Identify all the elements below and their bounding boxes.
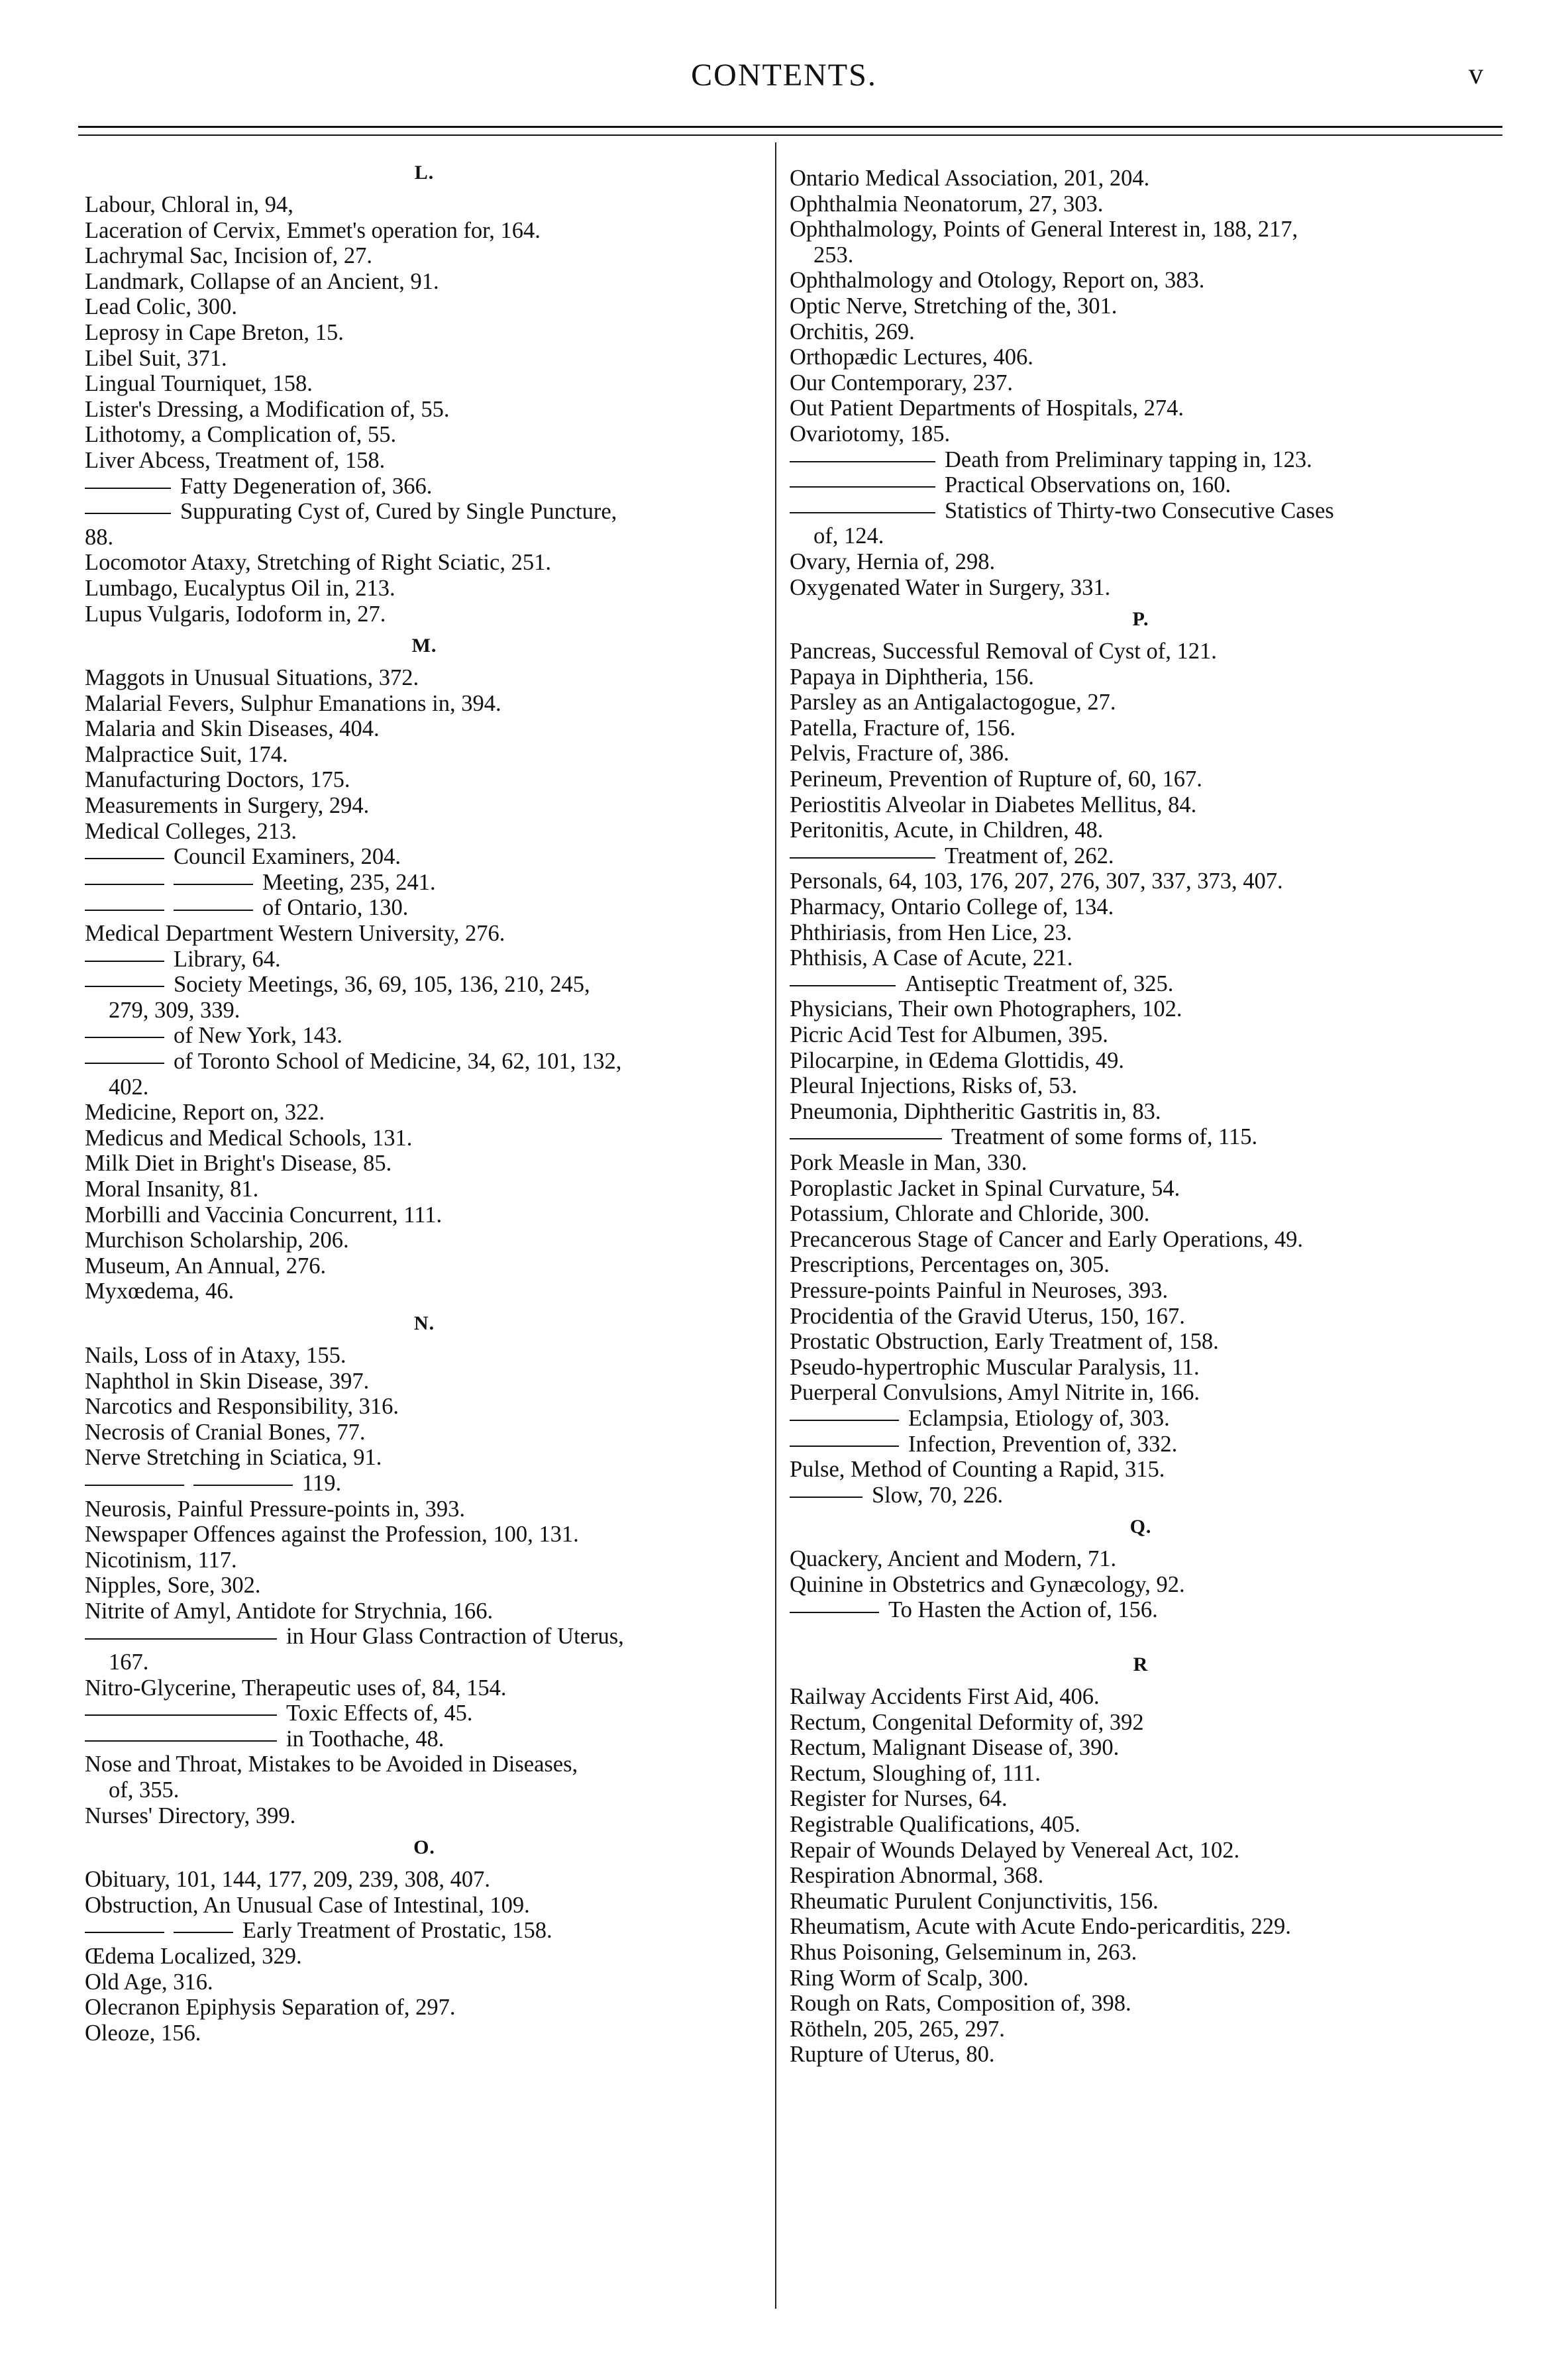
index-entry: Prostatic Obstruction, Early Treatment of, 158. (790, 1329, 1219, 1355)
index-entry: Milk Diet in Bright's Disease, 85. (85, 1151, 392, 1177)
ditto-dash (790, 512, 935, 513)
index-subentry: Treatment of, 262. (790, 843, 1492, 869)
index-entry: Rough on Rats, Composition of, 398. (790, 1991, 1131, 2017)
index-entry: Ophthalmology and Otology, Report on, 383. (790, 268, 1205, 293)
index-entry: Œdema Localized, 329. (85, 1944, 302, 1969)
section-heading-l: L. (414, 162, 435, 184)
ditto-dash (790, 1612, 879, 1613)
index-subentry: in Hour Glass Contraction of Uterus, (85, 1624, 764, 1650)
ditto-dash (85, 1932, 164, 1933)
index-entry: Phthisis, A Case of Acute, 221. (790, 945, 1073, 971)
index-entry: Potassium, Chlorate and Chloride, 300. (790, 1201, 1150, 1227)
left-column (85, 154, 764, 2046)
index-subentry: Fatty Degeneration of, 366. (85, 474, 764, 500)
ditto-dash (85, 1485, 184, 1486)
page-title: CONTENTS. (691, 58, 877, 93)
index-entry: Quackery, Ancient and Modern, 71. (790, 1546, 1117, 1572)
page-number: v (1469, 58, 1483, 90)
index-entry: Nicotinism, 117. (85, 1547, 237, 1573)
index-entry: Rötheln, 205, 265, 297. (790, 2016, 1005, 2042)
ditto-dash (790, 486, 935, 488)
index-entry: Lead Colic, 300. (85, 294, 237, 320)
index-entry: Pneumonia, Diphtheritic Gastritis in, 83. (790, 1098, 1161, 1124)
index-entry: Labour, Chloral in, 94, (85, 192, 293, 217)
index-entry: Malaria and Skin Diseases, 404. (85, 716, 380, 742)
index-entry: Quinine in Obstetrics and Gynæcology, 92. (790, 1571, 1185, 1597)
section-heading-q: Q. (1129, 1516, 1152, 1538)
ditto-dash (790, 985, 896, 986)
section-heading-r: R (1133, 1654, 1149, 1676)
index-subentry: of Ontario, 130. (85, 895, 764, 921)
index-entry: Pilocarpine, in Œdema Glottidis, 49. (790, 1047, 1124, 1073)
index-entry: Leprosy in Cape Breton, 15. (85, 319, 344, 345)
index-entry: Repair of Wounds Delayed by Venereal Act, 102. (790, 1837, 1240, 1863)
index-entry: Registrable Qualifications, 405. (790, 1812, 1080, 1838)
index-entry: Neurosis, Painful Pressure-points in, 393. (85, 1496, 466, 1522)
ditto-dash (174, 1932, 233, 1933)
index-entry: Nose and Throat, Mistakes to be Avoided in Diseases, (85, 1752, 578, 1777)
index-entry: Medicus and Medical Schools, 131. (85, 1125, 413, 1151)
index-entry: Ophthalmia Neonatorum, 27, 303. (790, 191, 1104, 217)
index-entry: Physicians, Their own Photographers, 102. (790, 996, 1182, 1022)
index-entry-continuation: 167. (109, 1650, 149, 1675)
ditto-dash (85, 884, 164, 885)
index-entry: Parsley as an Antigalactogogue, 27. (790, 690, 1116, 715)
index-entry: Myxœdema, 46. (85, 1279, 235, 1304)
index-entry: Oleoze, 156. (85, 2020, 201, 2046)
index-entry: Perineum, Prevention of Rupture of, 60, 167. (790, 766, 1202, 792)
index-entry: Rheumatism, Acute with Acute Endo-pericarditis, 229. (790, 1914, 1291, 1940)
index-subentry: Society Meetings, 36, 69, 105, 136, 210, 245, (85, 972, 764, 998)
index-subentry: Antiseptic Treatment of, 325. (790, 971, 1492, 997)
section-heading-m: M. (411, 635, 437, 657)
ditto-dash (174, 910, 253, 911)
index-subentry: Treatment of some forms of, 115. (790, 1124, 1492, 1150)
index-entry: Lingual Tourniquet, 158. (85, 371, 313, 397)
index-entry: Lister's Dressing, a Modification of, 55. (85, 396, 450, 422)
index-entry: Maggots in Unusual Situations, 372. (85, 665, 419, 691)
ditto-dash (790, 461, 935, 462)
ditto-dash (85, 961, 164, 962)
index-subentry: Toxic Effects of, 45. (85, 1701, 764, 1726)
index-entry: Papaya in Diphtheria, 156. (790, 664, 1034, 690)
ditto-dash (790, 1497, 862, 1498)
index-entry: Museum, An Annual, 276. (85, 1253, 327, 1279)
header-rule-bottom (78, 134, 1502, 136)
index-subentry: Infection, Prevention of, 332. (790, 1432, 1492, 1457)
index-entry: Lupus Vulgaris, Iodoform in, 27. (85, 601, 386, 627)
ditto-dash (85, 1638, 277, 1640)
index-entry: Orthopædic Lectures, 406. (790, 344, 1033, 370)
index-entry: Malpractice Suit, 174. (85, 741, 288, 767)
index-subentry: of Toronto School of Medicine, 34, 62, 101, 132, (85, 1049, 764, 1075)
ditto-dash (85, 1037, 164, 1038)
index-entry: Pseudo-hypertrophic Muscular Paralysis, 11. (790, 1354, 1200, 1380)
index-entry: Murchison Scholarship, 206. (85, 1228, 349, 1253)
index-entry-continuation: of, 355. (109, 1777, 180, 1803)
index-entry: Ovariotomy, 185. (790, 421, 951, 447)
index-entry: Register for Nurses, 64. (790, 1786, 1008, 1812)
column-divider (775, 142, 776, 2309)
index-entry: Our Contemporary, 237. (790, 370, 1013, 395)
ditto-dash (85, 1740, 277, 1742)
index-entry: Libel Suit, 371. (85, 345, 227, 371)
index-entry: Ophthalmology, Points of General Interest in, 188, 217, (790, 217, 1298, 242)
ditto-dash (85, 513, 171, 514)
ditto-dash (85, 858, 164, 859)
index-entry: Rectum, Malignant Disease of, 390. (790, 1735, 1120, 1761)
index-subentry: Council Examiners, 204. (85, 844, 764, 870)
index-entry: Pressure-points Painful in Neuroses, 393. (790, 1277, 1169, 1303)
index-entry-continuation: of, 124. (813, 523, 884, 549)
index-entry: Lithotomy, a Complication of, 55. (85, 422, 397, 448)
ditto-dash (790, 1446, 899, 1447)
ditto-dash (790, 1138, 942, 1139)
index-entry: Measurements in Surgery, 294. (85, 793, 370, 819)
index-entry: Locomotor Ataxy, Stretching of Right Sciatic, 251. (85, 550, 551, 576)
index-entry-continuation: 402. (109, 1074, 149, 1100)
index-entry: Rectum, Sloughing of, 111. (790, 1760, 1041, 1786)
index-subentry: Suppurating Cyst of, Cured by Single Puncture, (85, 499, 764, 525)
ditto-dash (790, 1420, 899, 1421)
ditto-dash (85, 488, 171, 489)
index-entry: Nurses' Directory, 399. (85, 1803, 296, 1828)
index-entry: Procidentia of the Gravid Uterus, 150, 167. (790, 1303, 1185, 1329)
index-subentry: Death from Preliminary tapping in, 123. (790, 447, 1492, 473)
index-entry: Medicine, Report on, 322. (85, 1100, 325, 1126)
index-subentry: Library, 64. (85, 947, 764, 973)
index-entry: Lachrymal Sac, Incision of, 27. (85, 243, 372, 269)
index-entry: Nitrite of Amyl, Antidote for Strychnia, 166. (85, 1598, 494, 1624)
header-rule-top (78, 126, 1502, 128)
index-entry: Rupture of Uterus, 80. (790, 2042, 995, 2068)
index-entry: Pharmacy, Ontario College of, 134. (790, 894, 1114, 920)
index-entry: Rheumatic Purulent Conjunctivitis, 156. (790, 1888, 1159, 1914)
index-entry: Phthiriasis, from Hen Lice, 23. (790, 920, 1072, 945)
ditto-dash (790, 857, 935, 859)
ditto-dash (174, 884, 253, 885)
index-entry: Pulse, Method of Counting a Rapid, 315. (790, 1457, 1165, 1483)
ditto-dash (85, 1063, 164, 1064)
section-heading-o: O. (413, 1836, 435, 1859)
index-entry: Olecranon Epiphysis Separation of, 297. (85, 1995, 456, 2021)
index-subentry: 119. (85, 1471, 764, 1497)
index-entry: Nipples, Sore, 302. (85, 1573, 261, 1599)
index-entry: Nitro-Glycerine, Therapeutic uses of, 84, 154. (85, 1675, 507, 1701)
index-entry: Malarial Fevers, Sulphur Emanations in, 394. (85, 690, 501, 716)
index-entry: Ring Worm of Scalp, 300. (790, 1965, 1029, 1991)
index-entry: Newspaper Offences against the Profession, 100, 131. (85, 1522, 579, 1548)
ditto-dash (193, 1485, 293, 1486)
right-column (790, 166, 1492, 2068)
index-subentry: Slow, 70, 226. (790, 1483, 1492, 1508)
index-subentry: Early Treatment of Prostatic, 158. (85, 1918, 764, 1944)
index-entry: Poroplastic Jacket in Spinal Curvature, 54. (790, 1175, 1180, 1201)
index-entry: Nerve Stretching in Sciatica, 91. (85, 1445, 382, 1471)
index-entry: Medical Department Western University, 276. (85, 921, 505, 947)
index-entry: Landmark, Collapse of an Ancient, 91. (85, 268, 439, 294)
section-gap (790, 1623, 1492, 1646)
index-entry: Obstruction, An Unusual Case of Intestinal, 109. (85, 1892, 530, 1918)
index-entry-continuation: 253. (813, 242, 854, 268)
index-entry: Precancerous Stage of Cancer and Early Operations, 49. (790, 1226, 1304, 1252)
index-entry: Railway Accidents First Aid, 406. (790, 1684, 1100, 1710)
index-entry: Pork Measle in Man, 330. (790, 1149, 1027, 1175)
index-entry: Puerperal Convulsions, Amyl Nitrite in, 166. (790, 1380, 1200, 1406)
index-subentry: Meeting, 235, 241. (85, 870, 764, 896)
index-entry: Old Age, 316. (85, 1969, 213, 1995)
index-entry: Pelvis, Fracture of, 386. (790, 741, 1010, 766)
index-subentry: of New York, 143. (85, 1023, 764, 1049)
index-entry: Personals, 64, 103, 176, 207, 276, 307, 337, 373, 407. (790, 868, 1283, 894)
index-entry: Manufacturing Doctors, 175. (85, 767, 350, 793)
index-subentry: Practical Observations on, 160. (790, 472, 1492, 498)
index-entry: Pleural Injections, Risks of, 53. (790, 1073, 1078, 1099)
index-entry: Narcotics and Responsibility, 316. (85, 1394, 399, 1420)
index-entry: Nails, Loss of in Ataxy, 155. (85, 1342, 346, 1368)
index-entry: Lumbago, Eucalyptus Oil in, 213. (85, 575, 395, 601)
index-entry: Optic Nerve, Stretching of the, 301. (790, 293, 1118, 319)
index-subentry: Statistics of Thirty-two Consecutive Cases (790, 498, 1492, 524)
index-entry: Ontario Medical Association, 201, 204. (790, 166, 1150, 191)
index-entry: Naphthol in Skin Disease, 397. (85, 1368, 370, 1394)
index-entry: Oxygenated Water in Surgery, 331. (790, 574, 1111, 600)
index-entry: Patella, Fracture of, 156. (790, 715, 1016, 741)
section-heading-n: N. (413, 1312, 435, 1334)
index-subentry: Eclampsia, Etiology of, 303. (790, 1406, 1492, 1432)
index-entry: Respiration Abnormal, 368. (790, 1863, 1044, 1889)
index-entry: Periostitis Alveolar in Diabetes Mellitus, 84. (790, 792, 1197, 817)
index-entry: Prescriptions, Percentages on, 305. (790, 1252, 1110, 1278)
index-entry: Picric Acid Test for Albumen, 395. (790, 1022, 1108, 1047)
index-entry: Medical Colleges, 213. (85, 818, 297, 844)
index-entry: Ovary, Hernia of, 298. (790, 549, 996, 574)
index-entry: Liver Abcess, Treatment of, 158. (85, 447, 386, 473)
index-entry: Laceration of Cervix, Emmet's operation for, 164. (85, 217, 541, 243)
index-entry: Obituary, 101, 144, 177, 209, 239, 308, 407. (85, 1867, 491, 1893)
index-entry: Necrosis of Cranial Bones, 77. (85, 1419, 366, 1445)
index-subentry: To Hasten the Action of, 156. (790, 1597, 1492, 1623)
index-entry: Orchitis, 269. (790, 319, 915, 344)
index-entry: Pancreas, Successful Removal of Cyst of, 121. (790, 639, 1217, 664)
index-entry: Rhus Poisoning, Gelseminum in, 263. (790, 1940, 1137, 1965)
index-subentry: in Toothache, 48. (85, 1726, 764, 1752)
ditto-dash (85, 986, 164, 987)
index-entry: Morbilli and Vaccinia Concurrent, 111. (85, 1202, 443, 1228)
index-entry-continuation: 279, 309, 339. (109, 997, 240, 1023)
ditto-dash (85, 1714, 277, 1716)
index-entry: Peritonitis, Acute, in Children, 48. (790, 817, 1104, 843)
ditto-dash (85, 910, 164, 911)
section-heading-p: P. (1132, 608, 1149, 631)
index-entry: Out Patient Departments of Hospitals, 274. (790, 395, 1184, 421)
index-entry-continuation: 88. (85, 524, 114, 550)
page-header (79, 52, 1489, 105)
index-entry: Moral Insanity, 81. (85, 1176, 259, 1202)
index-entry: Rectum, Congenital Deformity of, 392 (790, 1709, 1144, 1735)
